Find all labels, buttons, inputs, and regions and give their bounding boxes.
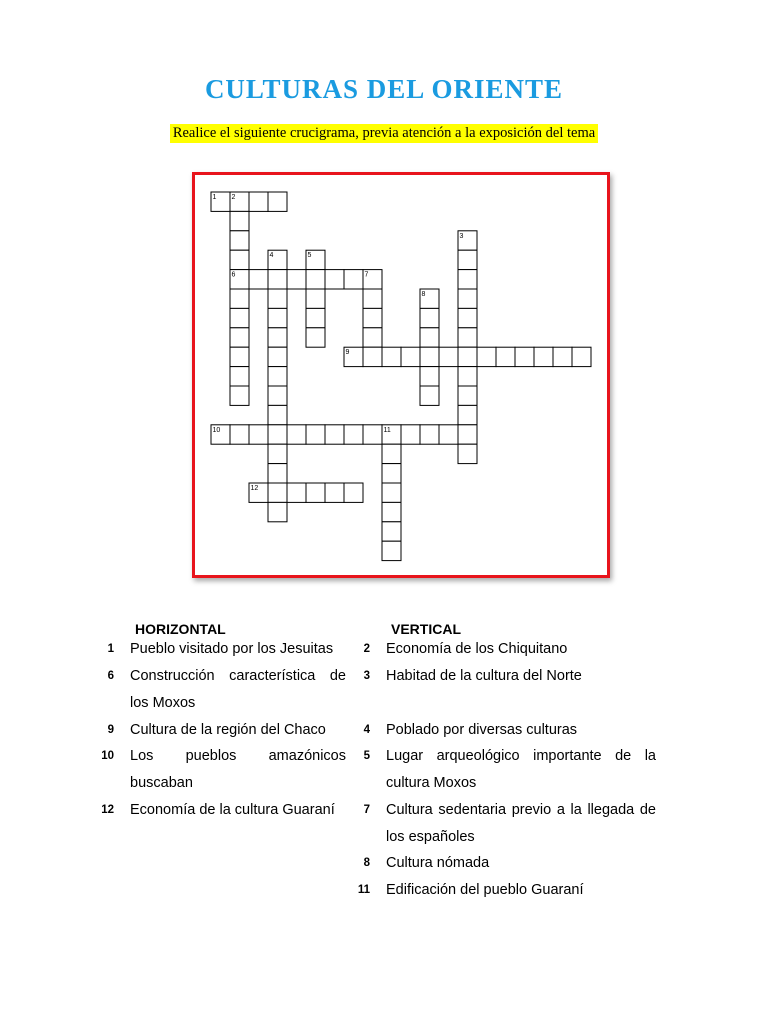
crossword-cell[interactable] bbox=[420, 308, 439, 327]
crossword-cell[interactable] bbox=[268, 328, 287, 347]
crossword-cell[interactable] bbox=[268, 405, 287, 424]
crossword-cell[interactable] bbox=[458, 425, 477, 444]
crossword-cell[interactable] bbox=[420, 425, 439, 444]
crossword-cell[interactable] bbox=[268, 444, 287, 463]
crossword-cell[interactable] bbox=[420, 367, 439, 386]
crossword-cell[interactable] bbox=[268, 386, 287, 405]
crossword-cell[interactable] bbox=[401, 347, 420, 366]
crossword-cell[interactable] bbox=[534, 347, 553, 366]
cell-number-12: 12 bbox=[250, 485, 259, 492]
clue-text: Cultura de la región del Chaco bbox=[130, 722, 326, 738]
clue-number: 6 bbox=[107, 670, 114, 682]
cell-number-1: 1 bbox=[212, 194, 217, 201]
crossword-cell[interactable] bbox=[287, 270, 306, 289]
crossword-cell[interactable] bbox=[344, 483, 363, 502]
crossword-cell[interactable] bbox=[420, 328, 439, 347]
crossword-cell[interactable] bbox=[439, 425, 458, 444]
crossword-cell[interactable] bbox=[306, 270, 325, 289]
crossword-cell[interactable] bbox=[268, 502, 287, 521]
crossword-cell[interactable] bbox=[363, 328, 382, 347]
cell-number-9: 9 bbox=[345, 349, 350, 357]
cell-number-10: 10 bbox=[212, 426, 221, 434]
clue-text: Construcción característica de los Moxos bbox=[130, 668, 346, 711]
crossword-cell[interactable] bbox=[382, 502, 401, 521]
crossword-cell[interactable] bbox=[230, 347, 249, 366]
clue-number: 9 bbox=[107, 724, 114, 736]
horizontal-header: HORIZONTAL bbox=[135, 621, 226, 637]
crossword-cell[interactable] bbox=[439, 347, 458, 366]
crossword-cell[interactable] bbox=[230, 367, 249, 386]
crossword-cell[interactable] bbox=[515, 347, 534, 366]
crossword-cell[interactable] bbox=[268, 308, 287, 327]
crossword-cell[interactable] bbox=[458, 405, 477, 424]
vertical-header: VERTICAL bbox=[391, 621, 461, 637]
clue-number: 1 bbox=[107, 643, 114, 655]
crossword-cell[interactable] bbox=[268, 270, 287, 289]
crossword-cell[interactable] bbox=[382, 483, 401, 502]
crossword-cell[interactable] bbox=[230, 328, 249, 347]
clue-text: Economía de los Chiquitano bbox=[386, 641, 568, 657]
crossword-cell[interactable] bbox=[325, 483, 344, 502]
clue-text: Cultura sedentaria previo a la llegada de los españoles bbox=[386, 802, 656, 845]
crossword-cell[interactable] bbox=[268, 192, 287, 211]
clue-number: 10 bbox=[101, 750, 114, 762]
crossword-cell[interactable] bbox=[268, 483, 287, 502]
cell-number-11: 11 bbox=[383, 426, 391, 434]
crossword-cell[interactable] bbox=[401, 425, 420, 444]
crossword-cell[interactable] bbox=[458, 444, 477, 463]
clue-number: 3 bbox=[363, 670, 370, 682]
crossword-cell[interactable] bbox=[249, 192, 268, 211]
crossword-cell[interactable] bbox=[458, 289, 477, 308]
clue-number: 11 bbox=[357, 884, 370, 896]
instruction-text: Realice el siguiente crucigrama, previa atención a la exposición del tema bbox=[170, 124, 598, 143]
crossword-cell[interactable] bbox=[249, 425, 268, 444]
crossword-cell[interactable] bbox=[306, 425, 325, 444]
clue-number: 12 bbox=[101, 804, 114, 816]
crossword-cell[interactable] bbox=[230, 386, 249, 405]
crossword-cell[interactable] bbox=[230, 231, 249, 250]
crossword-cell[interactable] bbox=[268, 425, 287, 444]
crossword-cell[interactable] bbox=[325, 425, 344, 444]
cell-number-8: 8 bbox=[421, 291, 426, 298]
clue-text: Lugar arqueológico importante de la cultura Moxos bbox=[386, 748, 656, 791]
clue-number: 4 bbox=[363, 724, 370, 736]
clue-number: 7 bbox=[363, 804, 370, 816]
crossword-cell[interactable] bbox=[553, 347, 572, 366]
crossword-cell[interactable] bbox=[344, 270, 363, 289]
crossword-cell[interactable] bbox=[306, 308, 325, 327]
crossword-cell[interactable] bbox=[382, 444, 401, 463]
cell-number-7: 7 bbox=[364, 271, 369, 279]
clue-text: Poblado por diversas culturas bbox=[386, 722, 578, 738]
cell-number-4: 4 bbox=[269, 252, 274, 260]
cell-number-3: 3 bbox=[459, 232, 464, 240]
crossword-cell[interactable] bbox=[306, 289, 325, 308]
crossword-cell[interactable] bbox=[382, 541, 401, 560]
crossword-cell[interactable] bbox=[420, 386, 439, 405]
crossword-cell[interactable] bbox=[230, 308, 249, 327]
crossword-cell[interactable] bbox=[268, 367, 287, 386]
crossword-cell[interactable] bbox=[268, 347, 287, 366]
crossword-cell[interactable] bbox=[363, 308, 382, 327]
clue-number: 8 bbox=[363, 857, 370, 869]
crossword-cell[interactable] bbox=[420, 347, 439, 366]
clue-number: 5 bbox=[363, 750, 370, 762]
crossword-cell[interactable] bbox=[249, 270, 268, 289]
crossword-cell[interactable] bbox=[230, 211, 249, 230]
crossword-cell[interactable] bbox=[287, 425, 306, 444]
crossword-cell[interactable] bbox=[363, 347, 382, 366]
crossword-cell[interactable] bbox=[572, 347, 591, 366]
cell-number-2: 2 bbox=[231, 194, 236, 201]
crossword-cell[interactable] bbox=[382, 347, 401, 366]
crossword-cell[interactable] bbox=[306, 328, 325, 347]
crossword-cell[interactable] bbox=[268, 289, 287, 308]
crossword-cell[interactable] bbox=[230, 425, 249, 444]
crossword-cell[interactable] bbox=[458, 270, 477, 289]
crossword-cell[interactable] bbox=[363, 425, 382, 444]
crossword-cell[interactable] bbox=[382, 522, 401, 541]
crossword-cell[interactable] bbox=[458, 308, 477, 327]
crossword-cell[interactable] bbox=[458, 250, 477, 269]
crossword-cell[interactable] bbox=[382, 464, 401, 483]
crossword-cell[interactable] bbox=[230, 250, 249, 269]
crossword-cell[interactable] bbox=[458, 386, 477, 405]
crossword-cell[interactable] bbox=[344, 425, 363, 444]
crossword-cell[interactable] bbox=[363, 289, 382, 308]
crossword-cell[interactable] bbox=[287, 483, 306, 502]
cell-number-6: 6 bbox=[231, 271, 236, 279]
crossword-cell[interactable] bbox=[458, 347, 477, 366]
crossword-cell[interactable] bbox=[306, 483, 325, 502]
cell-number-5: 5 bbox=[307, 252, 312, 260]
clue-text: Pueblo visitado por los Jesuitas bbox=[130, 641, 334, 657]
crossword-cell[interactable] bbox=[458, 328, 477, 347]
clue-number: 2 bbox=[363, 643, 370, 655]
crossword-cell[interactable] bbox=[325, 270, 344, 289]
clue-text: Edificación del pueblo Guaraní bbox=[386, 882, 584, 898]
clue-text: Economía de la cultura Guaraní bbox=[130, 802, 335, 818]
page-title: CULTURAS DEL ORIENTE bbox=[204, 74, 564, 104]
crossword-cell[interactable] bbox=[268, 464, 287, 483]
clue-text: Habitad de la cultura del Norte bbox=[386, 668, 582, 684]
clue-text: Los pueblos amazónicos buscaban bbox=[130, 748, 346, 791]
crossword-cell[interactable] bbox=[230, 289, 249, 308]
clue-text: Cultura nómada bbox=[386, 855, 490, 871]
crossword-cell[interactable] bbox=[458, 367, 477, 386]
crossword-cell[interactable] bbox=[496, 347, 515, 366]
crossword-cell[interactable] bbox=[477, 347, 496, 366]
